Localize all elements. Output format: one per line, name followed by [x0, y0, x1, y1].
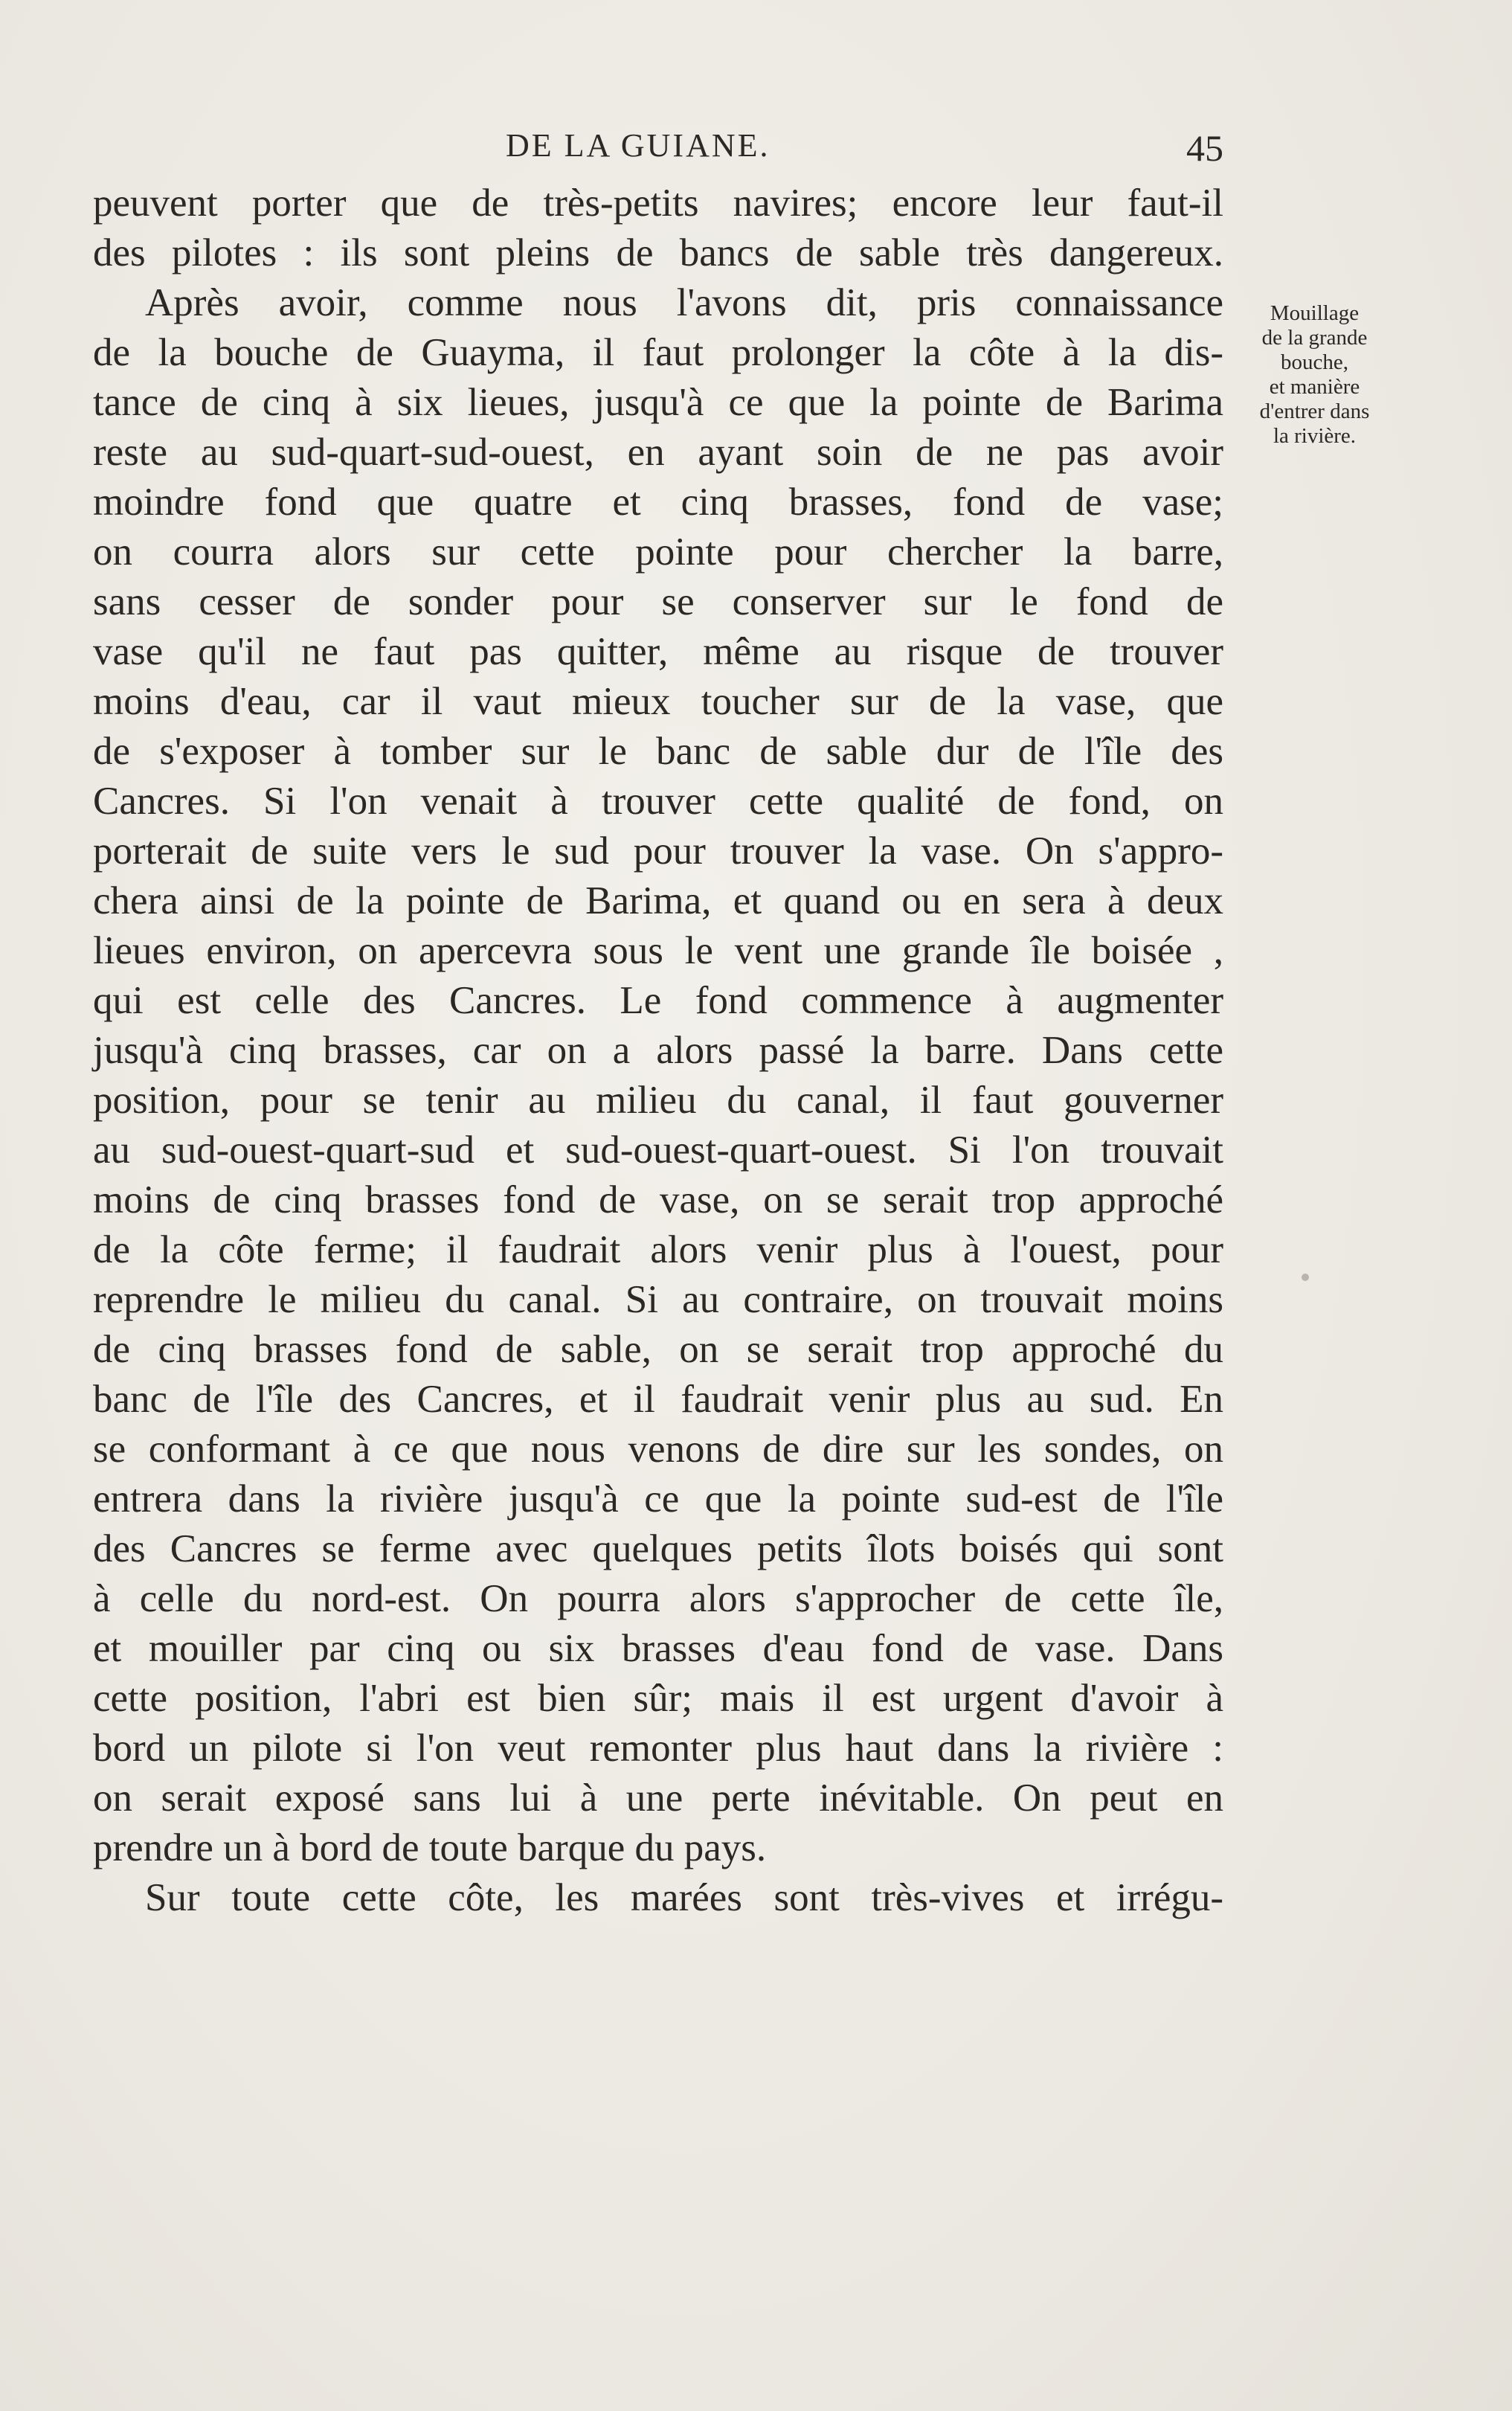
marginal-note-line: de la grande: [1261, 326, 1368, 350]
text-line: se conformant à ce que nous venons de dire sur les sondes, on: [93, 1428, 1223, 1471]
text-line: on courra alors sur cette pointe pour chercher la barre,: [93, 530, 1223, 574]
page-header: [93, 126, 1223, 171]
marginal-note-line: et manière: [1269, 375, 1360, 399]
text-line: vase qu'il ne faut pas quitter, même au risque de trouver: [93, 630, 1223, 673]
text-line: moindre fond que quatre et cinq brasses, fond de vase;: [93, 481, 1223, 524]
text-line: moins d'eau, car il vaut mieux toucher sur de la vase, que: [93, 680, 1223, 723]
text-line: sans cesser de sonder pour se conserver sur le fond de: [93, 580, 1223, 623]
paragraph-end-line: prendre un à bord de toute barque du pays.: [93, 1826, 767, 1869]
page-number: 45: [1186, 127, 1223, 169]
text-line: entrera dans la rivière jusqu'à ce que la pointe sud-est de l'île: [93, 1477, 1223, 1521]
text-line: moins de cinq brasses fond de vase, on se serait trop approché: [93, 1178, 1223, 1221]
text-line: position, pour se tenir au milieu du canal, il faut gouverner: [93, 1079, 1223, 1122]
text-line: des pilotes : ils sont pleins de bancs de sable très dangereux.: [93, 231, 1223, 275]
text-line: au sud-ouest-quart-sud et sud-ouest-quart-ouest. Si l'on trouvait: [93, 1129, 1223, 1172]
text-line: reprendre le milieu du canal. Si au contraire, on trouvait moins: [93, 1278, 1223, 1321]
paper-speck: [1302, 1274, 1309, 1281]
marginal-note-line: bouche,: [1281, 350, 1348, 374]
marginal-note-line: Mouillage: [1270, 301, 1360, 325]
text-line: bord un pilote si l'on veut remonter plus haut dans la rivière :: [93, 1727, 1223, 1770]
marginal-note-line: d'entrer dans: [1259, 399, 1370, 423]
text-line: tance de cinq à six lieues, jusqu'à ce que la pointe de Barima: [93, 381, 1223, 424]
running-head: DE LA GUIANE.: [506, 127, 771, 164]
text-line: de la bouche de Guayma, il faut prolonger la côte à la dis-: [93, 331, 1223, 374]
paragraph-start-line: Après avoir, comme nous l'avons dit, pris connaissance: [145, 281, 1223, 324]
paragraph-start-line: Sur toute cette côte, les marées sont très-vives et irrégu-: [145, 1876, 1223, 1919]
text-line: reste au sud-quart-sud-ouest, en ayant soin de ne pas avoir: [93, 431, 1223, 474]
text-line: de cinq brasses fond de sable, on se serait trop approché du: [93, 1328, 1223, 1371]
text-line: cette position, l'abri est bien sûr; mais il est urgent d'avoir à: [93, 1677, 1223, 1720]
body-text: [93, 179, 1223, 1923]
text-line: de la côte ferme; il faudrait alors venir plus à l'ouest, pour: [93, 1228, 1223, 1271]
text-line: porterait de suite vers le sud pour trouver la vase. On s'appro-: [93, 829, 1223, 873]
text-line: jusqu'à cinq brasses, car on a alors passé la barre. Dans cette: [93, 1029, 1223, 1072]
text-line: banc de l'île des Cancres, et il faudrait venir plus au sud. En: [93, 1378, 1223, 1421]
marginal-note: [1235, 301, 1394, 449]
text-line: et mouiller par cinq ou six brasses d'eau fond de vase. Dans: [93, 1627, 1223, 1670]
text-line: de s'exposer à tomber sur le banc de sable dur de l'île des: [93, 730, 1223, 773]
text-line: peuvent porter que de très-petits navires; encore leur faut-il: [93, 182, 1223, 225]
text-line: à celle du nord-est. On pourra alors s'approcher de cette île,: [93, 1577, 1223, 1620]
text-line: on serait exposé sans lui à une perte inévitable. On peut en: [93, 1776, 1223, 1820]
text-line: chera ainsi de la pointe de Barima, et quand ou en sera à deux: [93, 879, 1223, 922]
text-line: lieues environ, on apercevra sous le vent une grande île boisée ,: [93, 929, 1223, 972]
text-line: Cancres. Si l'on venait à trouver cette qualité de fond, on: [93, 780, 1223, 823]
text-line: des Cancres se ferme avec quelques petits îlots boisés qui sont: [93, 1527, 1223, 1570]
marginal-note-line: la rivière.: [1273, 424, 1357, 448]
text-line: qui est celle des Cancres. Le fond commence à augmenter: [93, 979, 1223, 1022]
